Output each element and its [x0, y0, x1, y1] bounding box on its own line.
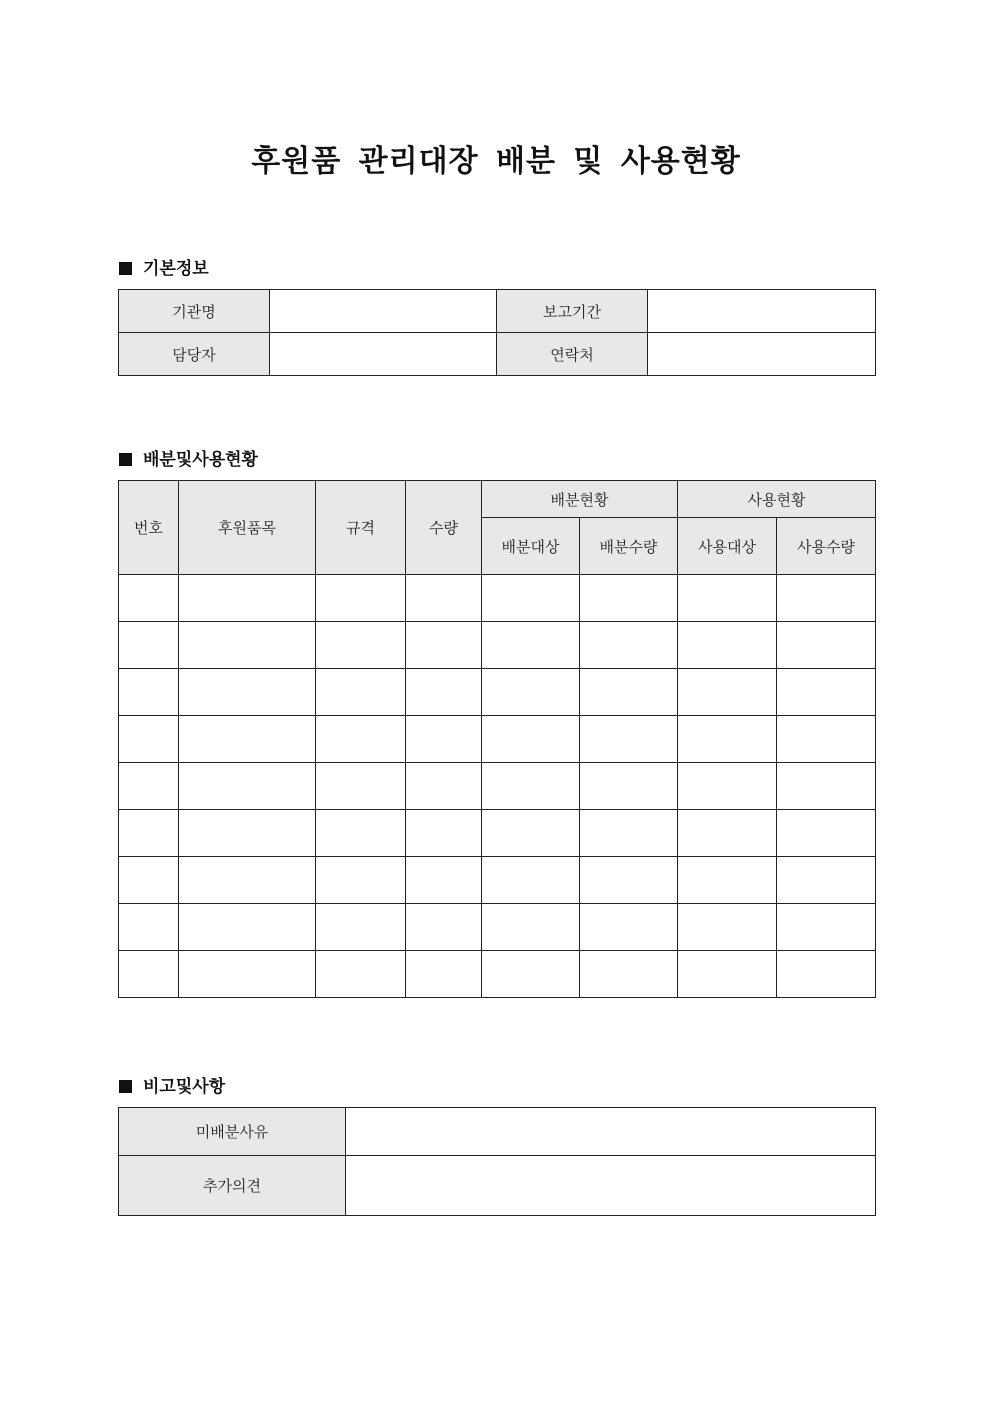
use-target-cell[interactable]	[678, 904, 777, 951]
use-qty-cell[interactable]	[777, 904, 876, 951]
no-cell[interactable]	[119, 857, 179, 904]
header-use-target: 사용대상	[678, 518, 777, 575]
qty-cell[interactable]	[406, 575, 482, 622]
use-qty-cell[interactable]	[777, 575, 876, 622]
use-target-cell[interactable]	[678, 575, 777, 622]
header-dist-group: 배분현황	[482, 481, 678, 518]
no-cell[interactable]	[119, 904, 179, 951]
table-row	[119, 716, 876, 763]
spec-cell[interactable]	[316, 951, 406, 998]
header-use-group: 사용현황	[678, 481, 876, 518]
table-row	[119, 763, 876, 810]
header-qty: 수량	[406, 481, 482, 575]
qty-cell[interactable]	[406, 716, 482, 763]
use-qty-cell[interactable]	[777, 716, 876, 763]
dist-target-cell[interactable]	[482, 716, 580, 763]
qty-cell[interactable]	[406, 763, 482, 810]
spec-cell[interactable]	[316, 716, 406, 763]
dist-target-cell[interactable]	[482, 857, 580, 904]
square-bullet-icon	[119, 1080, 132, 1093]
dist-target-cell[interactable]	[482, 763, 580, 810]
spec-cell[interactable]	[316, 763, 406, 810]
spec-cell[interactable]	[316, 669, 406, 716]
header-item: 후원품목	[179, 481, 316, 575]
dist-qty-cell[interactable]	[580, 951, 678, 998]
remarks-row	[119, 1108, 876, 1156]
section-heading-basic	[119, 254, 209, 279]
square-bullet-icon	[119, 262, 132, 275]
dist-qty-cell[interactable]	[580, 810, 678, 857]
use-target-cell[interactable]	[678, 669, 777, 716]
undistributed-reason-field[interactable]	[346, 1108, 876, 1156]
item-cell[interactable]	[179, 716, 316, 763]
section-heading-distribution-label: 배분및사용현황	[143, 450, 258, 470]
item-cell[interactable]	[179, 904, 316, 951]
table-row	[119, 810, 876, 857]
use-qty-cell[interactable]	[777, 622, 876, 669]
qty-cell[interactable]	[406, 810, 482, 857]
dist-qty-cell[interactable]	[580, 716, 678, 763]
header-no: 번호	[119, 481, 179, 575]
org-label: 기관명	[119, 290, 270, 333]
header-dist-target: 배분대상	[482, 518, 580, 575]
table-row	[119, 904, 876, 951]
dist-qty-cell[interactable]	[580, 575, 678, 622]
dist-target-cell[interactable]	[482, 951, 580, 998]
use-target-cell[interactable]	[678, 763, 777, 810]
dist-target-cell[interactable]	[482, 810, 580, 857]
header-spec: 규격	[316, 481, 406, 575]
dist-target-cell[interactable]	[482, 575, 580, 622]
dist-target-cell[interactable]	[482, 669, 580, 716]
no-cell[interactable]	[119, 669, 179, 716]
table-row	[119, 857, 876, 904]
spec-cell[interactable]	[316, 904, 406, 951]
use-target-cell[interactable]	[678, 951, 777, 998]
remarks-table	[118, 1107, 876, 1216]
spec-cell[interactable]	[316, 575, 406, 622]
basic-info-row	[119, 290, 876, 333]
basic-info-row	[119, 333, 876, 376]
distribution-table	[118, 480, 876, 998]
header-row	[119, 481, 876, 518]
use-target-cell[interactable]	[678, 716, 777, 763]
item-cell[interactable]	[179, 669, 316, 716]
dist-target-cell[interactable]	[482, 622, 580, 669]
no-cell[interactable]	[119, 716, 179, 763]
item-cell[interactable]	[179, 622, 316, 669]
undistributed-reason-label: 미배분사유	[119, 1108, 346, 1156]
item-cell[interactable]	[179, 857, 316, 904]
no-cell[interactable]	[119, 810, 179, 857]
no-cell[interactable]	[119, 763, 179, 810]
period-label: 보고기간	[497, 290, 648, 333]
use-qty-cell[interactable]	[777, 669, 876, 716]
table-row	[119, 622, 876, 669]
table-row	[119, 951, 876, 998]
org-field[interactable]	[270, 290, 497, 333]
contact-label: 연락처	[497, 333, 648, 376]
dist-target-cell[interactable]	[482, 904, 580, 951]
table-row	[119, 575, 876, 622]
item-cell[interactable]	[179, 575, 316, 622]
use-target-cell[interactable]	[678, 857, 777, 904]
spec-cell[interactable]	[316, 622, 406, 669]
square-bullet-icon	[119, 453, 132, 466]
section-heading-distribution	[119, 445, 258, 470]
dist-qty-cell[interactable]	[580, 857, 678, 904]
section-heading-basic-label: 기본정보	[143, 259, 209, 279]
section-heading-remarks	[119, 1072, 225, 1097]
manager-label: 담당자	[119, 333, 270, 376]
use-target-cell[interactable]	[678, 810, 777, 857]
table-row	[119, 669, 876, 716]
basic-info-table	[118, 289, 876, 376]
dist-qty-cell[interactable]	[580, 669, 678, 716]
use-qty-cell[interactable]	[777, 857, 876, 904]
dist-qty-cell[interactable]	[580, 763, 678, 810]
no-cell[interactable]	[119, 951, 179, 998]
section-heading-remarks-label: 비고및사항	[143, 1077, 226, 1097]
qty-cell[interactable]	[406, 904, 482, 951]
page-title: 후원품 관리대장 배분 및 사용현황	[251, 144, 741, 179]
dist-qty-cell[interactable]	[580, 622, 678, 669]
manager-field[interactable]	[270, 333, 497, 376]
additional-opinion-label: 추가의견	[119, 1156, 346, 1216]
dist-qty-cell[interactable]	[580, 904, 678, 951]
header-use-qty: 사용수량	[777, 518, 876, 575]
qty-cell[interactable]	[406, 669, 482, 716]
use-qty-cell[interactable]	[777, 810, 876, 857]
header-dist-qty: 배분수량	[580, 518, 678, 575]
period-field[interactable]	[648, 290, 876, 333]
qty-cell[interactable]	[406, 857, 482, 904]
use-target-cell[interactable]	[678, 622, 777, 669]
contact-field[interactable]	[648, 333, 876, 376]
no-cell[interactable]	[119, 622, 179, 669]
remarks-row	[119, 1156, 876, 1216]
use-qty-cell[interactable]	[777, 951, 876, 998]
qty-cell[interactable]	[406, 622, 482, 669]
use-qty-cell[interactable]	[777, 763, 876, 810]
item-cell[interactable]	[179, 951, 316, 998]
additional-opinion-field[interactable]	[346, 1156, 876, 1216]
item-cell[interactable]	[179, 763, 316, 810]
item-cell[interactable]	[179, 810, 316, 857]
qty-cell[interactable]	[406, 951, 482, 998]
spec-cell[interactable]	[316, 810, 406, 857]
no-cell[interactable]	[119, 575, 179, 622]
spec-cell[interactable]	[316, 857, 406, 904]
